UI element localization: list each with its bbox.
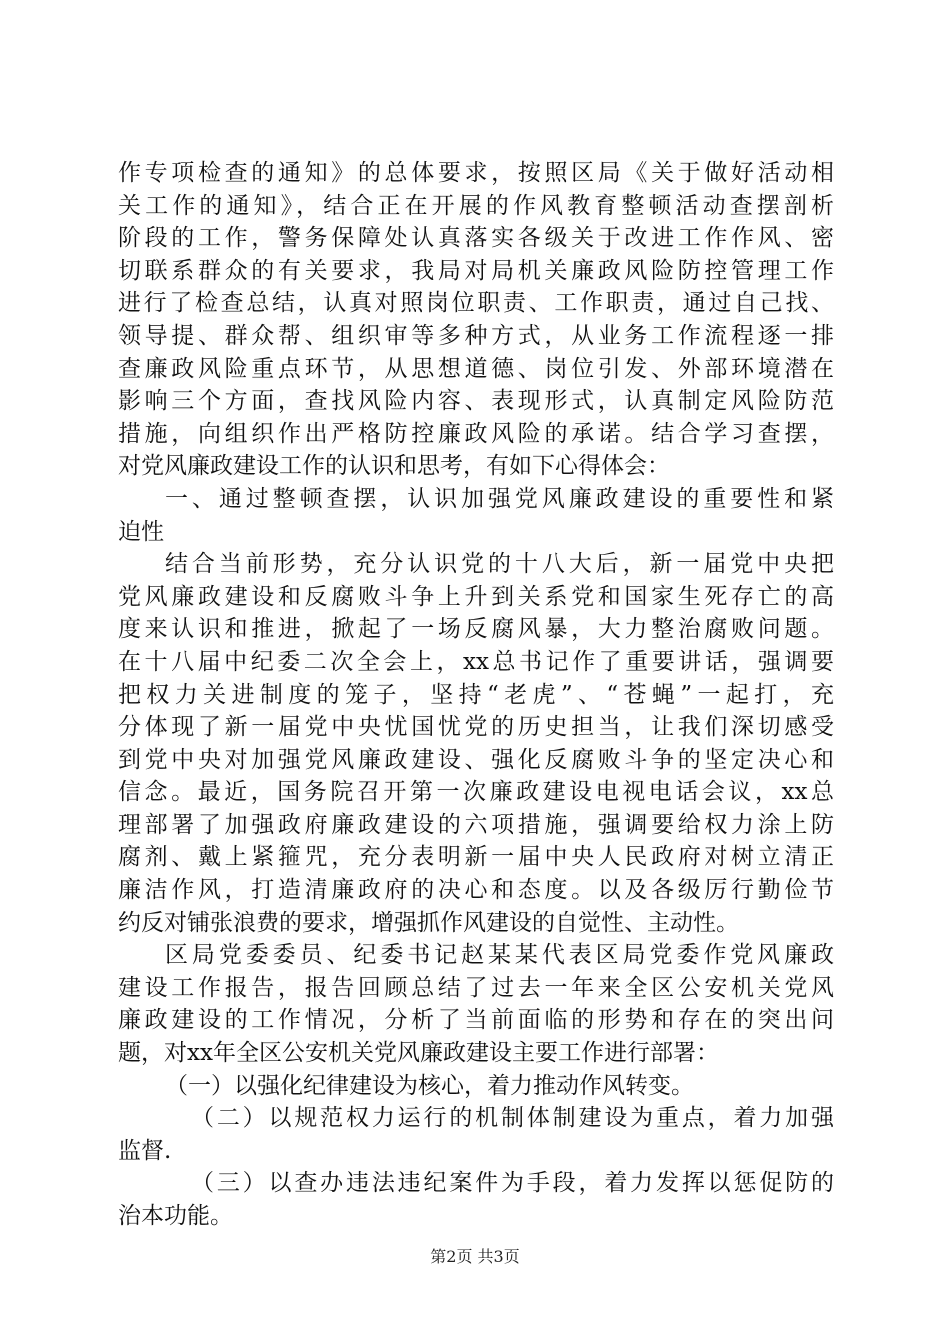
text-line: 查廉政风险重点环节，从思想道德、岗位引发、外部环境潜在	[118, 355, 834, 382]
text-line: （一）以强化纪律建设为核心，着力推动作风转变。	[165, 1072, 694, 1099]
text-line: 把权力关进制度的笼子，坚持“老虎”、“苍蝇”一起打，充	[118, 681, 834, 708]
text-line: 关工作的通知》，结合正在开展的作风教育整顿活动查摆剖析	[118, 192, 834, 219]
text-line: 一、通过整顿查摆，认识加强党风廉政建设的重要性和紧	[165, 485, 834, 512]
text-line: 结合当前形势，充分认识党的十八大后，新一届党中央把	[165, 551, 834, 578]
text-line: 切联系群众的有关要求，我局对局机关廉政风险防控管理工作	[118, 257, 834, 284]
text-line: 进行了检查总结，认真对照岗位职责、工作职责，通过自己找、	[118, 290, 834, 317]
text-line: 建设工作报告，报告回顾总结了过去一年来全区公安机关党风	[118, 974, 834, 1001]
text-line: （三）以查办违法违纪案件为手段，着力发挥以惩促防的	[191, 1170, 834, 1197]
text-line: 信念。最近，国务院召开第一次廉政建设电视电话会议，xx总	[118, 779, 834, 806]
text-line: 治本功能。	[118, 1203, 233, 1229]
text-line: 约反对铺张浪费的要求，增强抓作风建设的自觉性、主动性。	[118, 909, 739, 936]
text-line: 廉洁作风，打造清廉政府的决心和态度。以及各级厉行勤俭节	[118, 877, 834, 904]
text-line: （二）以规范权力运行的机制体制建设为重点，着力加强	[191, 1105, 834, 1132]
text-line: 度来认识和推进，掀起了一场反腐风暴，大力整治腐败问题。	[118, 616, 834, 643]
text-line: 阶段的工作，警务保障处认真落实各级关于改进工作作风、密	[118, 225, 834, 252]
document-body	[118, 157, 834, 1233]
text-line: 腐剂、戴上紧箍咒，充分表明新一届中央人民政府对树立清正	[118, 844, 834, 871]
text-line: 措施，向组织作出严格防控廉政风险的承诺。结合学习查摆，	[118, 420, 834, 447]
text-line: 分体现了新一届党中央忧国忧党的历史担当，让我们深切感受	[118, 714, 834, 741]
text-line: 在十八届中纪委二次全会上，xx总书记作了重要讲话，强调要	[118, 648, 834, 675]
text-line: 监督.	[118, 1137, 172, 1164]
text-line: 廉政建设的工作情况，分析了当前面临的形势和存在的突出问	[118, 1007, 834, 1034]
text-line: 领导提、群众帮、组织审等多种方式，从业务工作流程逐一排	[118, 322, 834, 349]
page-footer: 第2页 共3页	[430, 1247, 520, 1266]
text-line: 影响三个方面，查找风险内容、表现形式，认真制定风险防范	[118, 388, 834, 415]
text-line: 作专项检查的通知》的总体要求，按照区局《关于做好活动相	[118, 160, 834, 186]
text-line: 到党中央对加强党风廉政建设、强化反腐败斗争的坚定决心和	[118, 746, 834, 773]
text-line: 对党风廉政建设工作的认识和思考，有如下心得体会：	[118, 453, 670, 480]
text-line: 区局党委委员、纪委书记赵某某代表区局党委作党风廉政	[165, 942, 834, 969]
text-line: 迫性	[118, 518, 164, 545]
text-line: 理部署了加强政府廉政建设的六项措施，强调要给权力涂上防	[118, 811, 834, 838]
text-line: 党风廉政建设和反腐败斗争上升到关系党和国家生死存亡的高	[118, 583, 834, 610]
text-line: 题，对xx年全区公安机关党风廉政建设主要工作进行部署：	[118, 1040, 719, 1067]
